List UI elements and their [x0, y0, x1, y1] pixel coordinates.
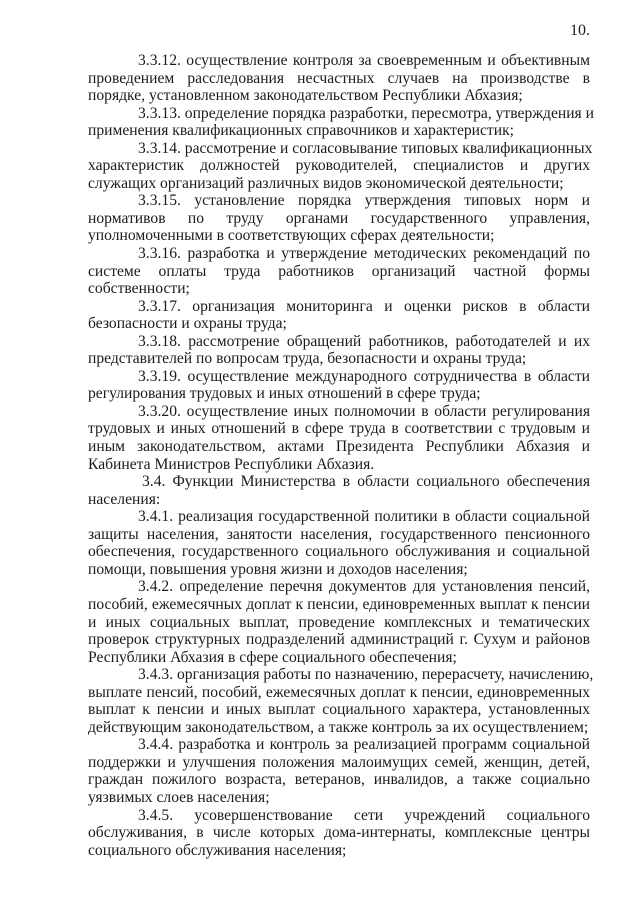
text-line: поддержки и улучшения положения малоимущих семей, женщин, детей,: [88, 753, 590, 771]
text-line: выплат к пенсии и иных выплат социального характера, установленных: [88, 701, 590, 719]
text-line: 3.3.16. разработка и утверждение методических рекомендаций по: [138, 245, 590, 263]
paragraph: [88, 578, 590, 666]
paragraph: [88, 245, 590, 298]
text-line: применения квалификационных справочников и характеристик;: [88, 122, 515, 140]
text-line: проверок структурных подразделений администраций г. Сухум и районов: [88, 631, 590, 649]
text-line: 3.4.2. определение перечня документов для установления пенсий,: [138, 578, 590, 596]
text-line: уязвимых слоев населения;: [88, 788, 270, 806]
text-line: трудовых и иных отношений в сфере труда в соответствии с трудовым и: [88, 420, 590, 438]
text-line: действующим законодательством, а также контроль за их осуществлением;: [88, 718, 589, 736]
text-line: 3.3.13. определение порядка разработки, пересмотра, утверждения и: [138, 104, 594, 122]
text-line: выплате пенсий, пособий, ежемесячных доплат к пенсии, единовременных: [88, 683, 590, 701]
page-number: 10.: [570, 22, 590, 39]
paragraph: [88, 736, 590, 806]
text-line: системе оплаты труда работников организаций частной формы: [88, 262, 590, 280]
paragraph: [88, 333, 590, 368]
text-line: 3.3.15. установление порядка утверждения типовых норм и: [138, 192, 590, 210]
text-line: обслуживания, в числе которых дома-интернаты, комплексные центры: [88, 824, 590, 842]
paragraph: [88, 807, 590, 860]
section-heading: [88, 473, 590, 508]
paragraph: [88, 403, 590, 473]
text-line: проведением расследования несчастных случаев на производстве в: [88, 69, 590, 87]
text-line: защиты населения, занятости населения, государственного пенсионного: [88, 525, 590, 543]
paragraph: [88, 508, 590, 578]
document-body: [88, 52, 594, 859]
text-line: характеристик должностей руководителей, специалистов и других: [88, 157, 590, 175]
text-line: помощи, повышения уровня жизни и доходов населения;: [88, 560, 468, 578]
text-line: безопасности и охраны труда;: [88, 315, 287, 333]
text-line: и иных социальных выплат, проведение комплексных и тематических: [88, 613, 590, 631]
text-line: граждан пожилого возраста, ветеранов, инвалидов, а также социально: [88, 771, 590, 789]
text-line: Республики Абхазия в сфере социального обеспечения;: [88, 648, 457, 666]
text-line: 3.3.12. осуществление контроля за своевременным и объективным: [138, 52, 590, 69]
text-line: 3.3.18. рассмотрение обращений работников, работодателей и их: [138, 332, 590, 350]
text-line: 3.3.20. осуществление иных полномочии в области регулирования: [138, 402, 590, 420]
text-line: 3.4.3. организация работы по назначению, перерасчету, начислению,: [138, 666, 594, 684]
text-line: уполномоченными в соответствующих сферах деятельности;: [88, 227, 495, 245]
paragraph: [88, 192, 590, 245]
text-line: собственности;: [88, 280, 190, 298]
text-line: представителей по вопросам труда, безопасности и охраны труда;: [88, 350, 527, 368]
paragraph: [88, 52, 590, 105]
text-line: иным законодательством, актами Президента Республики Абхазия и: [88, 438, 590, 456]
text-line: порядке, установленном законодательством Республики Абхазия;: [88, 87, 523, 105]
text-line: обеспечения, государственного социального обслуживания и социальной: [88, 543, 590, 561]
text-line: социального обслуживания населения;: [88, 841, 347, 859]
text-line: пособий, ежемесячных доплат к пенсии, единовременных выплат к пенсии: [88, 595, 590, 613]
paragraph: [88, 368, 590, 403]
paragraph: [88, 139, 593, 193]
text-line: 3.4.5. усовершенствование сети учреждений социального: [138, 806, 590, 824]
text-line: 3.4.1. реализация государственной политики в области социальной: [138, 508, 590, 526]
paragraph: [88, 666, 594, 736]
text-line: населения:: [88, 490, 161, 508]
text-line: Кабинета Министров Республики Абхазия.: [88, 455, 375, 473]
text-line: 3.3.19. осуществление международного сотрудничества в области: [138, 367, 590, 385]
text-line: регулирования трудовых и иных отношений в сфере труда;: [88, 385, 481, 403]
text-line: служащих организаций различных видов экономической деятельности;: [88, 174, 564, 192]
text-line: 3.3.14. рассмотрение и согласовывание типовых квалификационных: [138, 139, 593, 157]
paragraph: [88, 104, 594, 140]
text-line: 3.4.4. разработка и контроль за реализацией программ социальной: [138, 736, 590, 754]
text-line: 3.3.17. организация мониторинга и оценки рисков в области: [138, 297, 590, 315]
text-line: 3.4. Функции Министерства в области социального обеспечения: [142, 473, 590, 491]
text-line: нормативов по труду органами государственного управления,: [88, 209, 590, 227]
paragraph: [88, 298, 590, 333]
